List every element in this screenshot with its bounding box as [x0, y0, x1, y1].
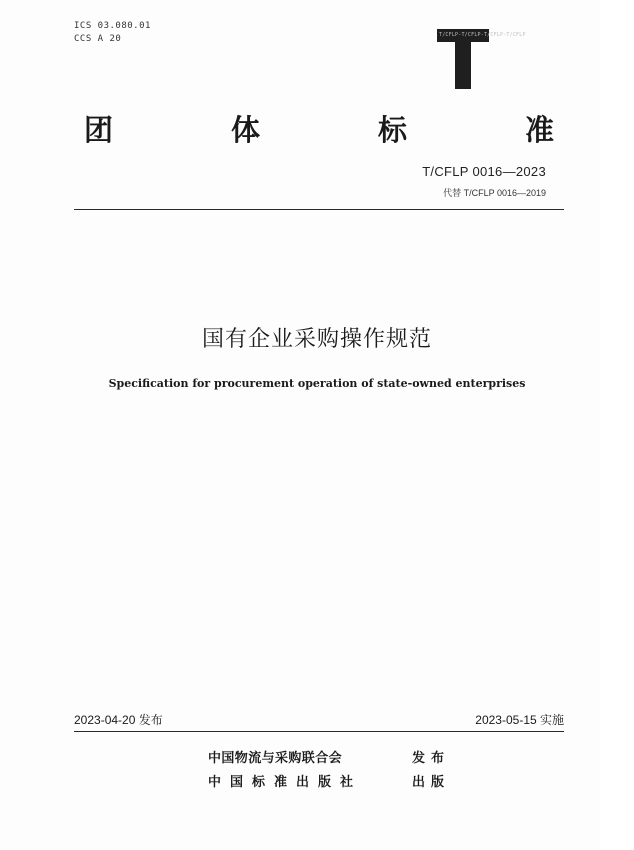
title-english: Specification for procurement operation of state-owned enterprises — [108, 377, 526, 390]
header-divider — [74, 209, 564, 210]
logo-stem — [455, 42, 471, 89]
standard-T-logo-icon — [437, 29, 526, 89]
document-type-char: 团 — [84, 113, 114, 147]
ics-code: ICS 03.080.01 — [74, 21, 151, 31]
issue-date: 2023-04-20 发布 — [74, 713, 163, 727]
publisher-name: 中国物流与采购联合会 — [208, 751, 343, 766]
footer-divider — [74, 731, 564, 732]
document-type-char: 体 — [230, 113, 260, 147]
classification-codes — [74, 20, 151, 46]
document-type-char: 准 — [524, 113, 554, 147]
logo-crossbar — [437, 29, 526, 42]
title-chinese: 国有企业采购操作规范 — [201, 327, 432, 352]
publisher-role: 发布 — [411, 751, 450, 766]
publisher-row — [208, 771, 450, 790]
replaced-standard: 代替 T/CFLP 0016—2019 — [443, 188, 546, 198]
standard-number: T/CFLP 0016—2023 — [422, 164, 546, 179]
document-type-heading — [84, 108, 554, 149]
document-type-char: 标 — [377, 113, 407, 147]
logo-bar-text: T/CFLP-T/CFLP-T/CFLP-T/CFLP — [439, 32, 526, 38]
publisher-name: 中国标准出版社 — [208, 775, 363, 790]
implementation-date: 2023-05-15 实施 — [475, 713, 564, 727]
ccs-code: CCS A 20 — [74, 34, 122, 44]
publisher-row — [208, 747, 450, 766]
publisher-role: 出版 — [411, 775, 450, 790]
